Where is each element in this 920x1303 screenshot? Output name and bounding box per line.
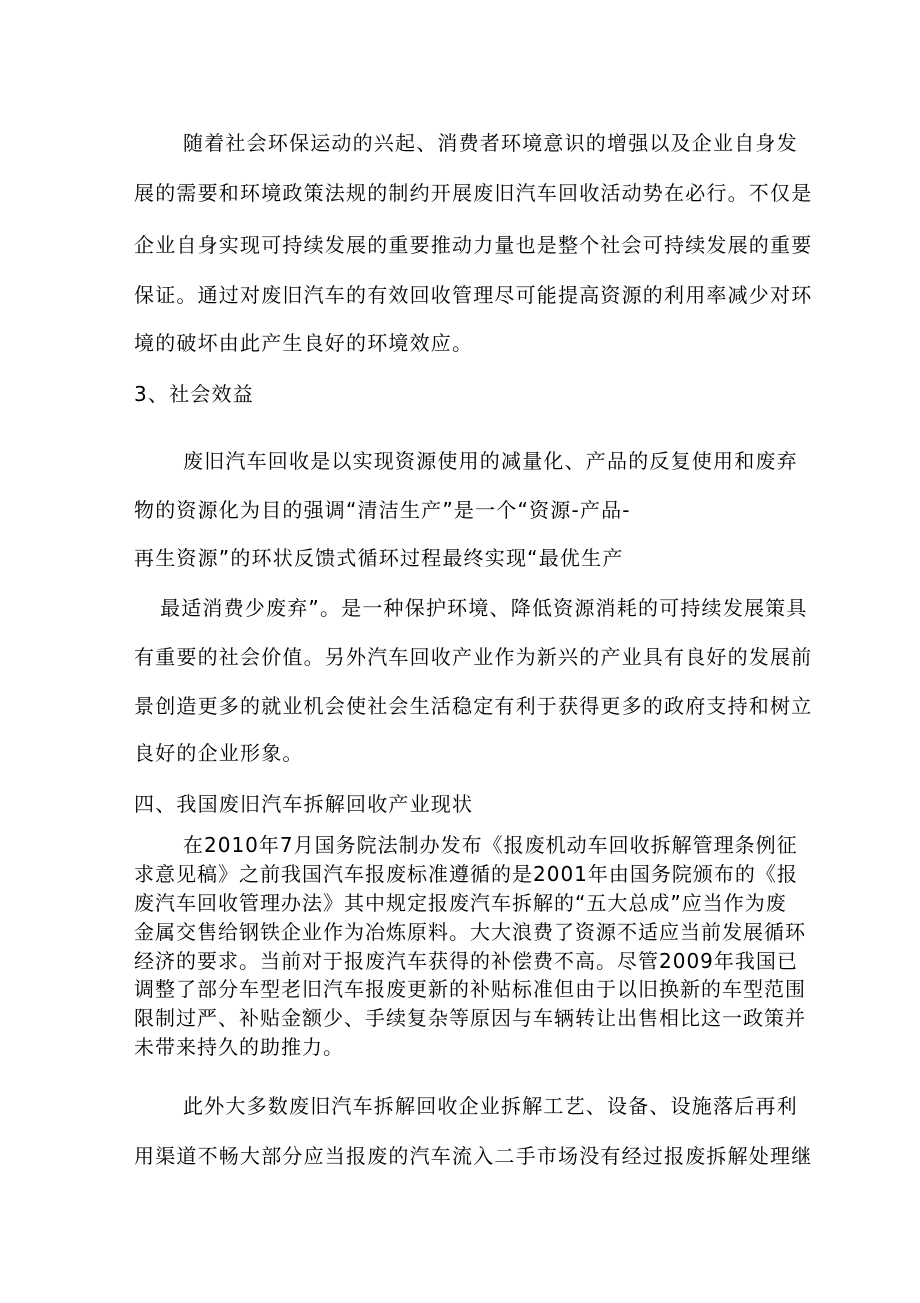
text-line: 展的需要和环境政策法规的制约开展废旧汽车回收活动势在必行。不仅是 <box>134 181 813 205</box>
text-line: 未带来持久的助推力。 <box>134 1035 344 1059</box>
text-line: 限制过严、补贴金额少、手续复杂等原因与车辆转让出售相比这一政策并 <box>134 1006 806 1030</box>
section-heading: 3、社会效益 <box>134 382 254 406</box>
text-line: 在2010年7月国务院法制办发布《报废机动车回收拆解管理条例征 <box>183 833 798 857</box>
text-line: 良好的企业形象。 <box>134 741 304 765</box>
text-line: 金属交售给钢铁企业作为冶炼原料。大大浪费了资源不适应当前发展循环 <box>134 920 806 944</box>
text-line: 境的破坏由此产生良好的环境效应。 <box>134 331 474 355</box>
text-line: 求意见稿》之前我国汽车报废标准遵循的是2001年由国务院颁布的《报 <box>134 862 798 886</box>
text-line: 废汽车回收管理办法》其中规定报废汽车拆解的“五大总成”应当作为废 <box>134 891 787 915</box>
text-line: 废旧汽车回收是以实现资源使用的减量化、产品的反复使用和废弃 <box>183 449 798 473</box>
section-heading: 四、我国废旧汽车拆解回收产业现状 <box>134 792 474 816</box>
text-line: 此外大多数废旧汽车拆解回收企业拆解工艺、设备、设施落后再利 <box>183 1094 798 1118</box>
text-line: 最适消费少废弃”。是一种保护环境、降低资源消耗的可持续发展策具 <box>160 596 808 620</box>
text-line: 有重要的社会价值。另外汽车回收产业作为新兴的产业具有良好的发展前 <box>134 645 813 669</box>
text-line: 再生资源”的环状反馈式循环过程最终实现“最优生产 <box>134 546 624 570</box>
text-line: 经济的要求。当前对于报废汽车获得的补偿费不高。尽管2009年我国已 <box>134 949 798 973</box>
text-line: 用渠道不畅大部分应当报废的汽车流入二手市场没有经过报废拆解处理继 <box>134 1144 813 1168</box>
text-line: 企业自身实现可持续发展的重要推动力量也是整个社会可持续发展的重要 <box>134 233 813 257</box>
text-line: 物的资源化为目的强调“清洁生产”是一个“资源-产品- <box>134 498 631 522</box>
text-line: 随着社会环保运动的兴起、消费者环境意识的增强以及企业自身发 <box>183 131 798 155</box>
text-line: 景创造更多的就业机会使社会生活稳定有利于获得更多的政府支持和树立 <box>134 694 813 718</box>
text-line: 调整了部分车型老旧汽车报废更新的补贴标准但由于以旧换新的车型范围 <box>134 977 806 1001</box>
text-line: 保证。通过对废旧汽车的有效回收管理尽可能提高资源的利用率减少对环 <box>134 283 813 307</box>
